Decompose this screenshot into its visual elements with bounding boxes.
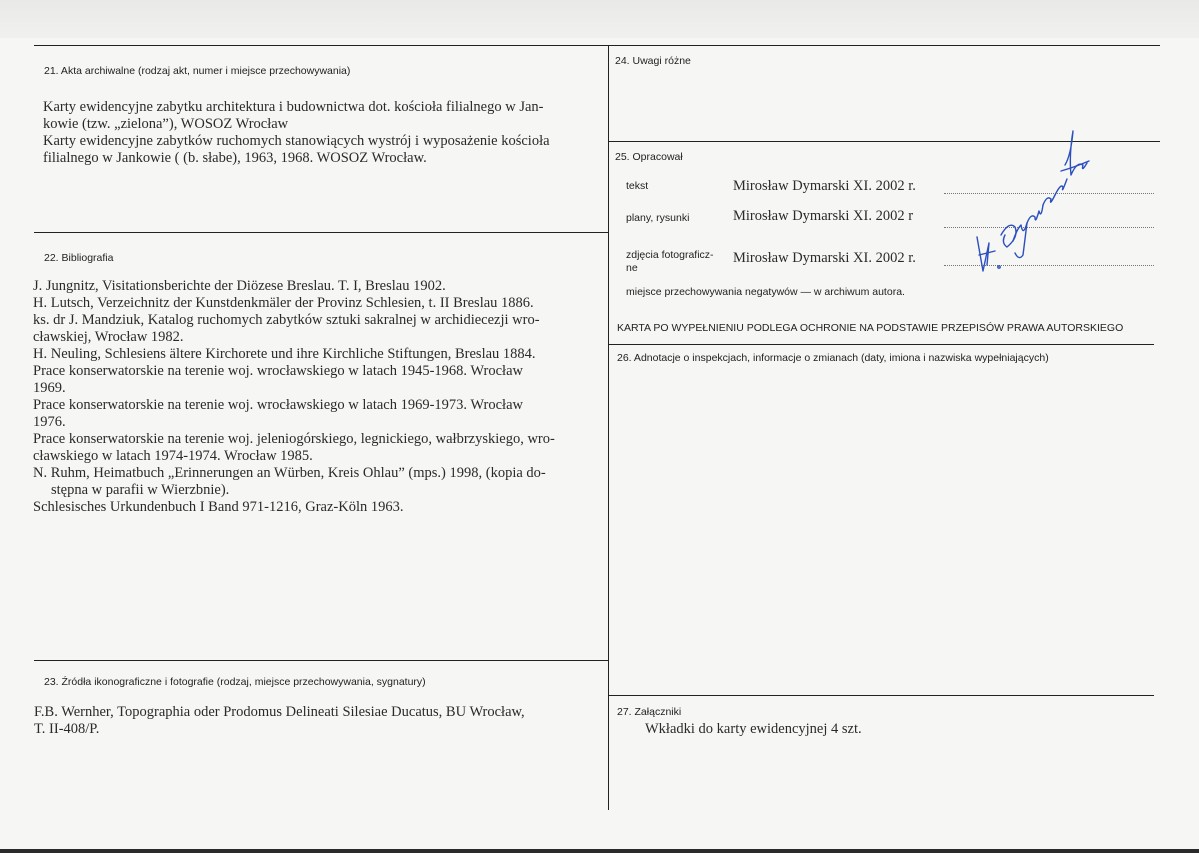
rule-26-27 — [608, 695, 1154, 696]
rule-21-22 — [34, 232, 608, 233]
bibliography-line: N. Ruhm, Heimatbuch „Erinnerungen an Würben, Kreis Ohlau” (mps.) 1998, (kopia do- — [33, 465, 546, 481]
row-label-photos-line2: ne — [626, 262, 638, 274]
rule-22-23 — [34, 660, 608, 661]
negatives-location: miejsce przechowywania negatywów — w archiwum autora. — [626, 286, 905, 298]
bibliography-line: H. Lutsch, Verzeichnitz der Kunstdenkmäler der Provinz Schlesien, t. II Breslau 1886. — [33, 295, 534, 311]
section-27-label: 27. Załączniki — [617, 706, 682, 718]
section-23-text — [34, 704, 525, 738]
bibliography-line: cławskiej, Wrocław 1982. — [33, 329, 184, 345]
row-value-plans: Mirosław Dymarski XI. 2002 r — [733, 208, 914, 224]
section-21-text — [43, 99, 550, 167]
section-24-label: 24. Uwagi różne — [615, 55, 691, 67]
handwritten-signature — [965, 125, 1105, 275]
bibliography-line: Prace konserwatorskie na terenie woj. jeleniogórskiego, legnickiego, wałbrzyskiego, wro- — [33, 431, 555, 447]
row-label-plans: plany, rysunki — [626, 212, 690, 224]
text-line: Karty ewidencyjne zabytków ruchomych stanowiących wystrój i wyposażenie kościoła — [43, 133, 550, 149]
top-rule — [34, 45, 1160, 46]
bibliography-line: H. Neuling, Schlesiens ältere Kirchorete und ihre Kirchliche Stiftungen, Breslau 1884. — [33, 346, 536, 362]
bibliography-line: stępna w parafii w Wierzbnie). — [51, 482, 230, 498]
row-label-photos — [626, 249, 714, 275]
text-line: kowie (tzw. „zielona”), WOSOZ Wrocław — [43, 116, 289, 132]
text-line: Karty ewidencyjne zabytku architektura i budownictwa dot. kościoła filialnego w Jan- — [43, 99, 544, 115]
row-value-text: Mirosław Dymarski XI. 2002 r. — [733, 178, 916, 194]
bibliography-line: 1976. — [33, 414, 66, 430]
bibliography-line: Prace konserwatorskie na terenie woj. wrocławskiego w latach 1945-1968. Wrocław — [33, 363, 523, 379]
bibliography-line: Prace konserwatorskie na terenie woj. wrocławskiego w latach 1969-1973. Wrocław — [33, 397, 523, 413]
section-27-text: Wkładki do karty ewidencyjnej 4 szt. — [645, 721, 862, 737]
scan-bottom-edge — [0, 849, 1199, 853]
bibliography-line: 1969. — [33, 380, 66, 396]
section-22-label: 22. Bibliografia — [44, 252, 114, 264]
scan-top-margin — [0, 0, 1199, 40]
bibliography-line: Schlesisches Urkundenbuch I Band 971-1216, Graz-Köln 1963. — [33, 499, 404, 515]
row-label-photos-line1: zdjęcia fotograficz- — [626, 249, 714, 261]
bibliography-line: ks. dr J. Mandziuk, Katalog ruchomych zabytków sztuki sakralnej w archidiecezji wro- — [33, 312, 540, 328]
bibliography-line: cławskiego w latach 1974-1974. Wrocław 1985. — [33, 448, 313, 464]
bibliography-line: J. Jungnitz, Visitationsberichte der Diözese Breslau. T. I, Breslau 1902. — [33, 278, 446, 294]
section-23-label: 23. Źródła ikonograficzne i fotografie (rodzaj, miejsce przechowywania, sygnatury) — [44, 676, 426, 688]
row-value-photos: Mirosław Dymarski XI. 2002 r. — [733, 250, 916, 266]
section-22-text — [33, 278, 555, 516]
section-21-label: 21. Akta archiwalne (rodzaj akt, numer i miejsce przechowywania) — [44, 65, 351, 77]
row-label-text: tekst — [626, 180, 649, 192]
rule-25-26 — [608, 344, 1154, 345]
copyright-notice: KARTA PO WYPEŁNIENIU PODLEGA OCHRONIE NA PODSTAWIE PRZEPISÓW PRAWA AUTORSKIEGO — [617, 322, 1124, 334]
text-line: filialnego w Jankowie ( (b. słabe), 1963, 1968. WOSOZ Wrocław. — [43, 150, 427, 166]
section-25-label: 25. Opracował — [615, 151, 683, 163]
section-26-label: 26. Adnotacje o inspekcjach, informacje o zmianach (daty, imiona i nazwiska wypełniających) — [617, 352, 1049, 364]
text-line: T. II-408/P. — [34, 721, 100, 737]
text-line: F.B. Wernher, Topographia oder Prodomus Delineati Silesiae Ducatus, BU Wrocław, — [34, 704, 525, 720]
